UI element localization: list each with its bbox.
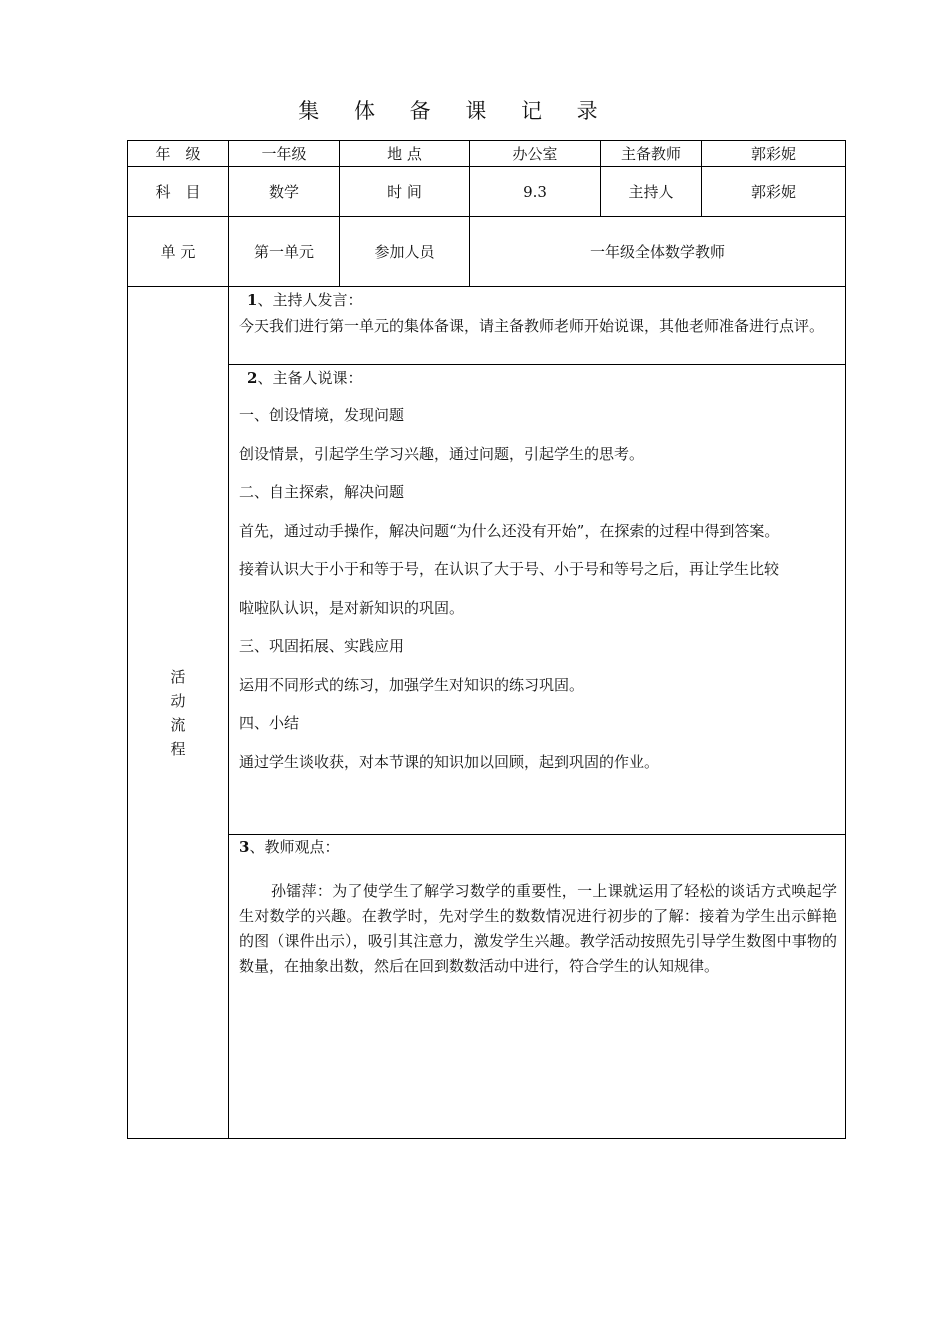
host-value: 郭彩妮: [702, 167, 846, 217]
lecture-line: 啦啦队认识，是对新知识的巩固。: [239, 598, 465, 617]
section-number: 3: [239, 838, 250, 856]
unit-value: 第一单元: [229, 217, 340, 287]
participants-value: 一年级全体数学教师: [470, 217, 846, 287]
lecture-line: 三、巩固拓展、实践应用: [239, 637, 405, 655]
lecture-line: 通过学生谈收获，对本节课的知识加以回顾，起到巩固的作业。: [239, 752, 660, 771]
lead-lecture-section: [229, 365, 846, 835]
teacher-views-text: 孙镭萍：为了使学生了解学习数学的重要性，一上课就运用了轻松的谈话方式唤起学生对数学的兴趣。在教学时，先对学生的数数情况进行初步的了解：接着为学生出示鲜艳的图（课件出示），吸引其注意力，激发学生兴趣。教学活动按照先引导学生数图中事物的数量，在抽象出数，然后在回到数数活动中进行，符合学生的认知规律。: [239, 882, 837, 975]
host-label: 主持人: [601, 167, 702, 217]
lecture-line: 接着认识大于小于和等于号，在认识了大于号、小于号和等号之后，再让学生比较: [239, 560, 780, 578]
host-speech-text: 今天我们进行第一单元的集体备课，请主备教师老师开始说课，其他老师准备进行点评。: [239, 317, 825, 335]
lecture-line: 首先，通过动手操作，解决问题“为什么还没有开始”，在探索的过程中得到答案。: [239, 521, 780, 540]
lecture-line: 二、自主探索，解决问题: [239, 483, 405, 501]
lecture-line: 一、创设情境，发现问题: [239, 406, 405, 424]
section-heading: [239, 835, 837, 859]
info-row-2: [128, 167, 846, 217]
grade-value: 一年级: [229, 141, 340, 167]
participants-label: 参加人员: [340, 217, 470, 287]
subject-value: 数学: [229, 167, 340, 217]
info-row-3: [128, 217, 846, 287]
activity-label-char: 流: [170, 715, 186, 734]
grade-label: 年 级: [128, 141, 229, 167]
section-heading: [239, 365, 837, 391]
location-label: 地 点: [340, 141, 470, 167]
page-title: 集 体 备 课 记 录: [298, 99, 612, 123]
lecture-line: 四、小结: [239, 714, 300, 732]
time-value: 9.3: [470, 167, 601, 217]
activity-process-label: [128, 287, 229, 1139]
lecture-line: 创设情景，引起学生学习兴趣，通过问题，引起学生的思考。: [239, 444, 645, 463]
section-title: 、教师观点：: [249, 838, 340, 856]
section-title: 、主备人说课：: [257, 369, 363, 387]
info-row-1: [128, 141, 846, 167]
section-number: 1: [247, 291, 258, 309]
lesson-prep-record-table: [127, 140, 846, 1139]
subject-label: 科 目: [128, 167, 229, 217]
host-speech-section: [229, 287, 846, 365]
lead-teacher-label: 主备教师: [601, 141, 702, 167]
time-label: 时 间: [340, 167, 470, 217]
teacher-views-section: [229, 835, 846, 1139]
lecture-line: 运用不同形式的练习，加强学生对知识的练习巩固。: [239, 675, 585, 694]
unit-label: 单 元: [128, 217, 229, 287]
teacher-views-row: [128, 835, 846, 1139]
lead-teacher-value: 郭彩妮: [702, 141, 846, 167]
location-value: 办公室: [470, 141, 601, 167]
host-speech-row: [128, 287, 846, 365]
lead-lecture-row: [128, 365, 846, 835]
section-title: 、主持人发言：: [257, 291, 363, 309]
activity-label-char: 活: [170, 667, 186, 686]
activity-label-char: 动: [170, 691, 186, 710]
section-number: 2: [247, 369, 258, 387]
activity-label-char: 程: [170, 739, 186, 758]
section-heading: [239, 287, 837, 313]
